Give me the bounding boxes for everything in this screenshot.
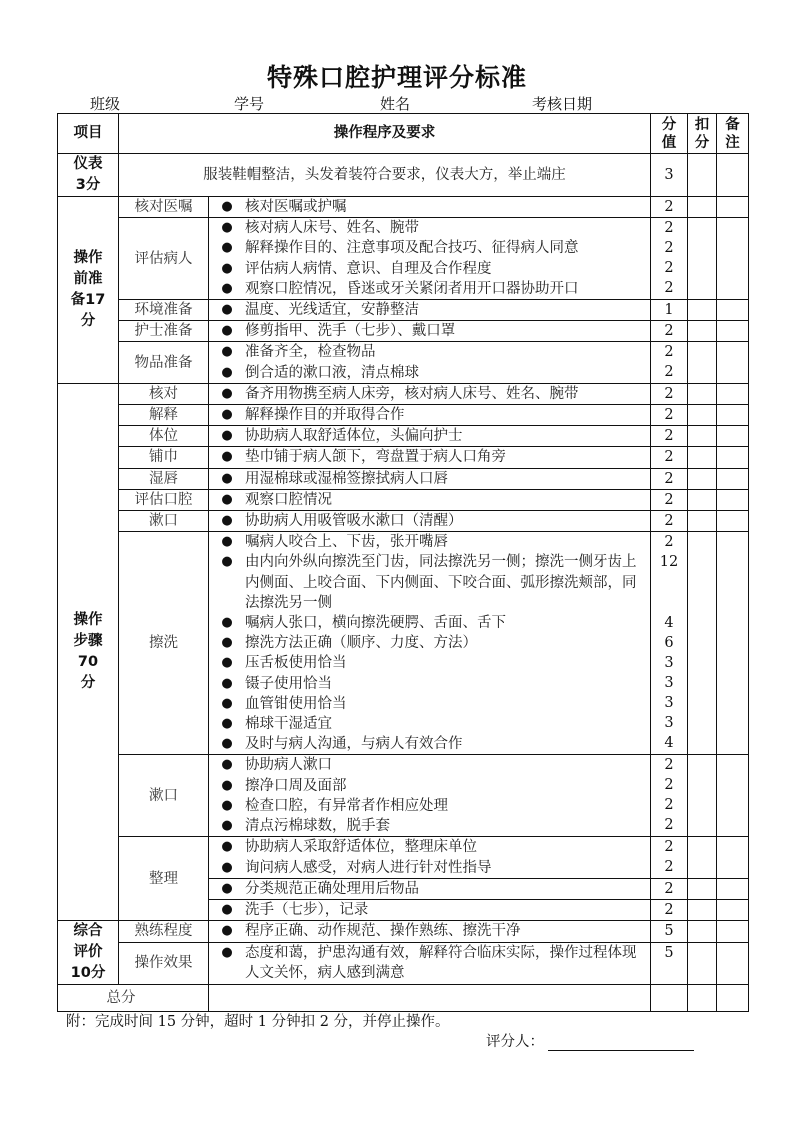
group-name: 擦洗 bbox=[119, 532, 209, 755]
score-value: 2 bbox=[664, 777, 674, 794]
list-item bbox=[209, 511, 650, 531]
requirement-text: 由内向外纵向擦洗至门齿，同法擦洗另一侧；擦洗一侧牙齿上内侧面、上咬合面、下内侧面、下咬合面、弧形擦洗颊部，同法擦洗另一侧 bbox=[245, 554, 637, 611]
requirement-text: 倒合适的漱口液，清点棉球 bbox=[245, 364, 419, 381]
remark-cell[interactable] bbox=[717, 489, 749, 510]
requirement-text: 协助病人漱口 bbox=[245, 757, 332, 774]
table-row bbox=[58, 405, 749, 426]
deduct-cell[interactable] bbox=[688, 321, 717, 342]
total-cell[interactable] bbox=[209, 985, 651, 1012]
header-score: 分值 bbox=[651, 114, 688, 154]
deduct-cell[interactable] bbox=[688, 511, 717, 532]
header-row bbox=[58, 114, 749, 154]
score-value: 3 bbox=[664, 675, 674, 692]
student-id-label: 学号 bbox=[234, 95, 265, 113]
group-name: 评估口腔 bbox=[119, 489, 209, 510]
group-name: 操作效果 bbox=[119, 942, 209, 984]
requirement-text: 及时与病人沟通，与病人有效合作 bbox=[245, 736, 463, 753]
section-label: 综合评价10分 bbox=[58, 921, 119, 985]
total-score-cell[interactable] bbox=[651, 985, 688, 1012]
score-value: 2 bbox=[664, 323, 674, 340]
requirement-text: 协助病人采取舒适体位，整理床单位 bbox=[245, 839, 477, 856]
requirements-cell bbox=[209, 921, 651, 943]
score-value: 4 bbox=[664, 735, 674, 752]
deduct-cell[interactable] bbox=[688, 405, 717, 426]
score-cell bbox=[651, 405, 688, 426]
score-value: 2 bbox=[664, 491, 674, 508]
bullet-icon: ● bbox=[221, 491, 233, 507]
remark-cell[interactable] bbox=[717, 300, 749, 321]
requirement-text: 解释操作目的、注意事项及配合技巧、征得病人同意 bbox=[245, 240, 579, 257]
table-row bbox=[58, 383, 749, 404]
requirements-cell bbox=[209, 489, 651, 510]
remark-cell[interactable] bbox=[717, 447, 749, 468]
list-item bbox=[209, 900, 650, 920]
bullet-icon: ● bbox=[221, 901, 233, 917]
group-name: 护士准备 bbox=[119, 321, 209, 342]
requirement-text: 清点污棉球数，脱手套 bbox=[245, 818, 390, 835]
table-row bbox=[58, 321, 749, 342]
signer-field[interactable] bbox=[548, 1034, 694, 1051]
remark-cell[interactable] bbox=[717, 321, 749, 342]
table-row bbox=[58, 532, 749, 755]
score-value: 12 bbox=[659, 554, 679, 571]
list-item bbox=[209, 653, 650, 673]
requirement-text: 核对医嘱或护嘱 bbox=[245, 199, 347, 215]
score-value: 2 bbox=[664, 364, 674, 381]
score-cell bbox=[651, 468, 688, 489]
score-cell bbox=[651, 321, 688, 342]
name-field[interactable] bbox=[418, 97, 530, 114]
table-row bbox=[58, 447, 749, 468]
list-item bbox=[209, 342, 650, 362]
requirement-text: 修剪指甲、洗手（七步）、戴口罩 bbox=[245, 323, 456, 340]
score-value: 2 bbox=[664, 220, 674, 237]
deduct-cell[interactable] bbox=[688, 383, 717, 404]
score-value: 6 bbox=[664, 635, 674, 652]
list-item bbox=[209, 734, 650, 754]
score-cell bbox=[651, 942, 688, 984]
score-cell bbox=[651, 899, 688, 920]
header-remark: 备注 bbox=[717, 114, 749, 154]
score-value: 2 bbox=[664, 859, 674, 876]
bullet-icon: ● bbox=[221, 470, 233, 486]
requirements-cell bbox=[209, 878, 651, 899]
list-item bbox=[209, 796, 650, 816]
group-name: 湿唇 bbox=[119, 468, 209, 489]
bullet-icon: ● bbox=[221, 818, 233, 834]
bullet-icon: ● bbox=[221, 736, 233, 752]
requirement-text: 分类规范正确处理用后物品 bbox=[245, 880, 419, 897]
header-deduct: 扣分 bbox=[688, 114, 717, 154]
requirement-text: 评估病人病情、意识、自理及合作程度 bbox=[245, 260, 492, 277]
header-procedure: 操作程序及要求 bbox=[119, 114, 651, 154]
deduct-cell[interactable] bbox=[688, 154, 717, 197]
score-value: 3 bbox=[664, 715, 674, 732]
score-value: 2 bbox=[664, 240, 674, 257]
requirements-cell bbox=[209, 405, 651, 426]
bullet-icon: ● bbox=[221, 945, 233, 961]
requirement-text: 观察口腔情况 bbox=[245, 491, 332, 508]
appearance-score: 3 bbox=[651, 154, 688, 197]
list-item bbox=[209, 633, 650, 653]
list-item bbox=[209, 816, 650, 836]
student-info bbox=[90, 93, 682, 114]
bullet-icon: ● bbox=[221, 449, 233, 465]
score-value: 2 bbox=[664, 901, 674, 918]
class-label: 班级 bbox=[90, 95, 121, 113]
score-cell bbox=[651, 878, 688, 899]
list-item bbox=[209, 218, 650, 238]
bullet-icon: ● bbox=[221, 635, 233, 651]
remark-cell[interactable] bbox=[717, 532, 749, 755]
score-value: 2 bbox=[664, 344, 674, 361]
list-item bbox=[209, 300, 650, 320]
table-row bbox=[58, 468, 749, 489]
requirements-cell bbox=[209, 218, 651, 300]
requirement-text: 嘱病人张口，横向擦洗硬腭、舌面、舌下 bbox=[245, 615, 506, 632]
remark-cell[interactable] bbox=[717, 468, 749, 489]
remark-cell[interactable] bbox=[717, 755, 749, 837]
table-row bbox=[58, 218, 749, 300]
group-name: 整理 bbox=[119, 837, 209, 921]
table-row bbox=[58, 837, 749, 878]
bullet-icon: ● bbox=[221, 240, 233, 256]
remark-cell[interactable] bbox=[717, 878, 749, 899]
deduct-cell[interactable] bbox=[688, 426, 717, 447]
requirement-text: 解释操作目的并取得合作 bbox=[245, 407, 405, 424]
bullet-icon: ● bbox=[221, 777, 233, 793]
score-value: 3 bbox=[664, 695, 674, 712]
bullet-icon: ● bbox=[221, 554, 233, 570]
bullet-icon: ● bbox=[221, 407, 233, 423]
table-row bbox=[58, 197, 749, 218]
group-name: 环境准备 bbox=[119, 300, 209, 321]
score-value: 2 bbox=[664, 817, 674, 834]
deduct-cell[interactable] bbox=[688, 878, 717, 899]
bullet-icon: ● bbox=[221, 220, 233, 236]
bullet-icon: ● bbox=[221, 695, 233, 711]
requirement-text: 棉球干湿适宜 bbox=[245, 716, 332, 733]
signer-label: 评分人： bbox=[486, 1034, 544, 1050]
list-item bbox=[209, 755, 650, 775]
bullet-icon: ● bbox=[221, 859, 233, 875]
deduct-cell[interactable] bbox=[688, 489, 717, 510]
bullet-icon: ● bbox=[221, 428, 233, 444]
list-item bbox=[209, 197, 650, 217]
requirements-cell bbox=[209, 342, 651, 383]
deduct-cell[interactable] bbox=[688, 899, 717, 920]
requirement-text: 镊子使用恰当 bbox=[245, 675, 332, 692]
score-cell bbox=[651, 489, 688, 510]
requirements-cell bbox=[209, 837, 651, 878]
total-row bbox=[58, 985, 749, 1012]
remark-cell[interactable] bbox=[717, 942, 749, 984]
list-item bbox=[209, 426, 650, 446]
bullet-icon: ● bbox=[221, 280, 233, 296]
remark-cell[interactable] bbox=[717, 837, 749, 878]
list-item bbox=[209, 490, 650, 510]
student-id-field[interactable] bbox=[266, 97, 372, 114]
group-name: 解释 bbox=[119, 405, 209, 426]
table-row bbox=[58, 511, 749, 532]
score-value: 4 bbox=[664, 615, 674, 632]
list-item bbox=[209, 837, 650, 857]
score-cell bbox=[651, 532, 688, 755]
total-label: 总分 bbox=[58, 985, 209, 1012]
list-item bbox=[209, 259, 650, 279]
bullet-icon: ● bbox=[221, 302, 233, 318]
remark-cell[interactable] bbox=[717, 426, 749, 447]
list-item bbox=[209, 921, 650, 941]
requirement-text: 程序正确、动作规范、操作熟练、擦洗干净 bbox=[245, 923, 521, 940]
list-item bbox=[209, 238, 650, 258]
score-cell bbox=[651, 197, 688, 218]
list-item bbox=[209, 674, 650, 694]
requirement-text: 询问病人感受，对病人进行针对性指导 bbox=[245, 859, 492, 876]
score-value: 5 bbox=[664, 923, 674, 940]
requirements-cell bbox=[209, 321, 651, 342]
requirement-text: 备齐用物携至病人床旁，核对病人床号、姓名、腕带 bbox=[245, 385, 579, 402]
score-value: 2 bbox=[664, 428, 674, 445]
deduct-cell[interactable] bbox=[688, 197, 717, 218]
table-row bbox=[58, 755, 749, 837]
requirement-text: 核对病人床号、姓名、腕带 bbox=[245, 220, 419, 237]
remark-cell[interactable] bbox=[717, 197, 749, 218]
requirement-text: 协助病人取舒适体位，头偏向护士 bbox=[245, 428, 463, 445]
score-cell bbox=[651, 511, 688, 532]
deduct-cell[interactable] bbox=[688, 921, 717, 943]
requirement-text: 准备齐全，检查物品 bbox=[245, 344, 376, 361]
scoring-table bbox=[57, 113, 749, 1012]
list-item bbox=[209, 321, 650, 341]
list-item bbox=[209, 363, 650, 383]
table-row bbox=[58, 342, 749, 383]
list-item bbox=[209, 858, 650, 878]
requirement-text: 检查口腔，有异常者作相应处理 bbox=[245, 797, 448, 814]
requirement-text: 压舌板使用恰当 bbox=[245, 655, 347, 672]
deduct-cell[interactable] bbox=[688, 942, 717, 984]
score-cell bbox=[651, 342, 688, 383]
list-item bbox=[209, 879, 650, 899]
score-value: 2 bbox=[664, 470, 674, 487]
requirement-text: 用湿棉球或湿棉签擦拭病人口唇 bbox=[245, 470, 448, 487]
bullet-icon: ● bbox=[221, 199, 233, 214]
requirement-text: 洗手（七步），记录 bbox=[245, 901, 369, 918]
table-row bbox=[58, 489, 749, 510]
bullet-icon: ● bbox=[221, 880, 233, 896]
list-item bbox=[209, 532, 650, 552]
requirement-text: 擦洗方法正确（顺序、力度、方法） bbox=[245, 635, 477, 652]
remark-cell[interactable] bbox=[717, 899, 749, 920]
group-name: 评估病人 bbox=[119, 218, 209, 300]
appearance-row bbox=[58, 154, 749, 197]
score-value: 2 bbox=[664, 757, 674, 774]
score-value: 2 bbox=[664, 449, 674, 466]
bullet-icon: ● bbox=[221, 797, 233, 813]
score-cell bbox=[651, 447, 688, 468]
bullet-icon: ● bbox=[221, 923, 233, 939]
name-label: 姓名 bbox=[380, 95, 411, 113]
signer bbox=[486, 1030, 694, 1051]
score-value: 2 bbox=[664, 199, 674, 215]
requirements-cell bbox=[209, 383, 651, 404]
group-name: 核对 bbox=[119, 383, 209, 404]
section-label: 操作步骤 70 分 bbox=[58, 383, 119, 920]
list-item bbox=[209, 469, 650, 489]
group-name: 核对医嘱 bbox=[119, 197, 209, 218]
group-name: 物品准备 bbox=[119, 342, 209, 383]
score-value: 2 bbox=[664, 534, 674, 551]
header-item: 项目 bbox=[58, 114, 119, 154]
bullet-icon: ● bbox=[221, 675, 233, 691]
list-item bbox=[209, 776, 650, 796]
requirements-cell bbox=[209, 532, 651, 755]
requirement-text: 观察口腔情况，昏迷或牙关紧闭者用开口器协助开口 bbox=[245, 280, 579, 297]
requirements-cell bbox=[209, 426, 651, 447]
total-remark-cell[interactable] bbox=[717, 985, 749, 1012]
requirement-text: 态度和蔼，护患沟通有效，解释符合临床实际，操作过程体现人文关怀，病人感到满意 bbox=[245, 945, 637, 982]
list-item bbox=[209, 694, 650, 714]
remark-cell[interactable] bbox=[717, 154, 749, 197]
group-name: 体位 bbox=[119, 426, 209, 447]
section-label: 操作前准备17分 bbox=[58, 197, 119, 384]
score-value: 3 bbox=[664, 655, 674, 672]
list-item bbox=[209, 384, 650, 404]
score-cell bbox=[651, 300, 688, 321]
bullet-icon: ● bbox=[221, 757, 233, 773]
deduct-cell[interactable] bbox=[688, 300, 717, 321]
list-item bbox=[209, 405, 650, 425]
score-cell bbox=[651, 755, 688, 837]
table-row bbox=[58, 921, 749, 943]
bullet-icon: ● bbox=[221, 615, 233, 631]
requirements-cell bbox=[209, 511, 651, 532]
requirements-cell bbox=[209, 942, 651, 984]
appearance-text: 服装鞋帽整洁，头发着装符合要求，仪表大方，举止端庄 bbox=[119, 154, 651, 197]
remark-cell[interactable] bbox=[717, 921, 749, 943]
requirement-text: 温度、光线适宜，安静整洁 bbox=[245, 302, 419, 319]
list-item bbox=[209, 552, 650, 613]
remark-cell[interactable] bbox=[717, 218, 749, 300]
score-cell bbox=[651, 921, 688, 943]
requirement-text: 血管钳使用恰当 bbox=[245, 695, 347, 712]
deduct-cell[interactable] bbox=[688, 837, 717, 878]
score-cell bbox=[651, 383, 688, 404]
score-value: 2 bbox=[664, 880, 674, 897]
remark-cell[interactable] bbox=[717, 511, 749, 532]
score-cell bbox=[651, 837, 688, 878]
requirement-text: 协助病人用吸管吸水漱口（清醒） bbox=[245, 513, 463, 530]
list-item bbox=[209, 943, 650, 983]
deduct-cell[interactable] bbox=[688, 342, 717, 383]
group-name: 漱口 bbox=[119, 755, 209, 837]
requirements-cell bbox=[209, 300, 651, 321]
score-value: 2 bbox=[664, 839, 674, 856]
list-item bbox=[209, 447, 650, 467]
list-item bbox=[209, 279, 650, 299]
requirement-text: 嘱病人咬合上、下齿，张开嘴唇 bbox=[245, 534, 448, 551]
class-field[interactable] bbox=[122, 97, 232, 114]
total-deduct-cell[interactable] bbox=[688, 985, 717, 1012]
remark-cell[interactable] bbox=[717, 383, 749, 404]
bullet-icon: ● bbox=[221, 716, 233, 732]
list-item bbox=[209, 714, 650, 734]
exam-date-field[interactable] bbox=[600, 97, 680, 114]
bullet-icon: ● bbox=[221, 385, 233, 401]
exam-date-label: 考核日期 bbox=[532, 95, 593, 113]
bullet-icon: ● bbox=[221, 260, 233, 276]
bullet-icon: ● bbox=[221, 839, 233, 855]
remark-cell[interactable] bbox=[717, 405, 749, 426]
score-value: 5 bbox=[664, 944, 674, 961]
score-value: 2 bbox=[664, 385, 674, 402]
requirements-cell bbox=[209, 468, 651, 489]
group-name: 漱口 bbox=[119, 511, 209, 532]
score-cell bbox=[651, 426, 688, 447]
bullet-icon: ● bbox=[221, 364, 233, 380]
requirements-cell bbox=[209, 755, 651, 837]
bullet-icon: ● bbox=[221, 344, 233, 360]
deduct-cell[interactable] bbox=[688, 447, 717, 468]
bullet-icon: ● bbox=[221, 323, 233, 339]
score-value: 2 bbox=[664, 260, 674, 277]
bullet-icon: ● bbox=[221, 655, 233, 671]
requirements-cell bbox=[209, 197, 651, 218]
requirements-cell bbox=[209, 447, 651, 468]
page-title: 特殊口腔护理评分标准 bbox=[266, 63, 527, 92]
group-name: 铺巾 bbox=[119, 447, 209, 468]
deduct-cell[interactable] bbox=[688, 468, 717, 489]
score-value: 2 bbox=[664, 513, 674, 530]
score-value: 2 bbox=[664, 797, 674, 814]
bullet-icon: ● bbox=[221, 534, 233, 550]
bullet-icon: ● bbox=[221, 513, 233, 529]
table-row bbox=[58, 426, 749, 447]
deduct-cell[interactable] bbox=[688, 532, 717, 755]
deduct-cell[interactable] bbox=[688, 755, 717, 837]
requirements-cell bbox=[209, 899, 651, 920]
score-value: 2 bbox=[664, 407, 674, 424]
group-name: 熟练程度 bbox=[119, 921, 209, 943]
appearance-label: 仪表3分 bbox=[58, 154, 119, 197]
table-row bbox=[58, 300, 749, 321]
deduct-cell[interactable] bbox=[688, 218, 717, 300]
remark-cell[interactable] bbox=[717, 342, 749, 383]
score-value: 2 bbox=[664, 280, 674, 297]
score-cell bbox=[651, 218, 688, 300]
table-row bbox=[58, 942, 749, 984]
requirement-text: 垫巾铺于病人颌下，弯盘置于病人口角旁 bbox=[245, 449, 506, 466]
footnote: 附：完成时间 15 分钟，超时 1 分钟扣 2 分，并停止操作。 bbox=[66, 1014, 450, 1030]
score-value: 1 bbox=[664, 302, 674, 319]
list-item bbox=[209, 613, 650, 633]
requirement-text: 擦净口周及面部 bbox=[245, 777, 347, 794]
